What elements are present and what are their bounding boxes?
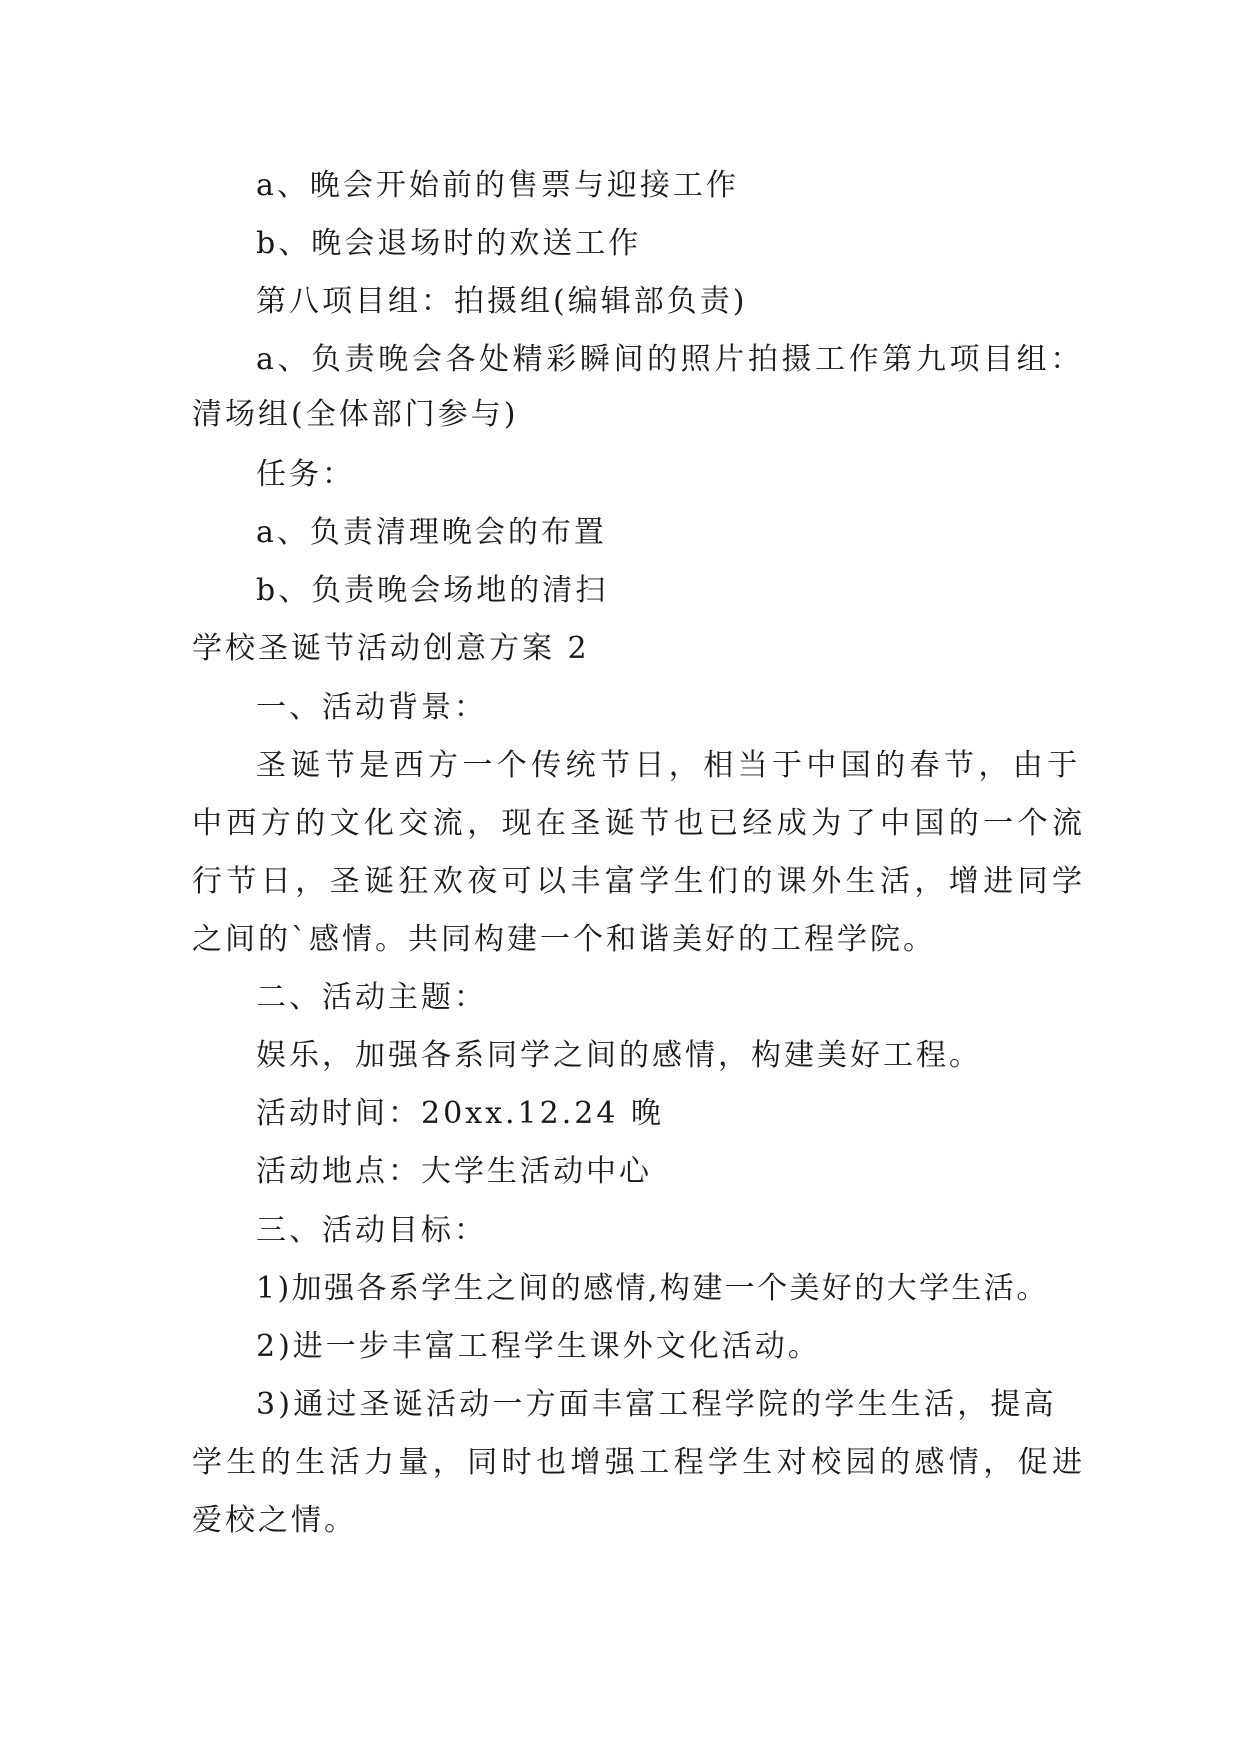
- section-heading-goals: 三、活动目标：: [256, 1213, 487, 1248]
- list-item-cleanup-venue: b、负责晚会场地的清扫: [256, 573, 609, 608]
- paragraph-line: 中西方的文化交流，现在圣诞节也已经成为了中国的一个流: [192, 806, 1087, 841]
- paragraph-line: 行节日，圣诞狂欢夜可以丰富学生们的课外生活，增进同学: [192, 864, 1087, 899]
- paragraph-line: 学生的生活力量，同时也增强工程学生对校园的感情，促进: [192, 1445, 1087, 1480]
- document-title: 学校圣诞节活动创意方案 2: [192, 631, 590, 666]
- event-time: 活动时间：20xx.12.24 晚: [256, 1096, 664, 1131]
- list-item-goal-3: 3)通过圣诞活动一方面丰富工程学院的学生生活，提高: [256, 1387, 1057, 1422]
- event-location: 活动地点：大学生活动中心: [256, 1154, 652, 1189]
- section-heading-group-8: 第八项目组：拍摄组(编辑部负责): [256, 284, 748, 319]
- section-heading-background: 一、活动背景：: [256, 690, 487, 725]
- paragraph-line: 之间的`感情。共同构建一个和谐美好的工程学院。: [192, 922, 936, 957]
- list-item-ticketing: a、晚会开始前的售票与迎接工作: [256, 168, 739, 203]
- paragraph-line: 清场组(全体部门参与): [192, 397, 519, 432]
- task-heading: 任务：: [256, 457, 355, 492]
- paragraph-line: 圣诞节是西方一个传统节日，相当于中国的春节，由于: [256, 748, 1082, 783]
- list-item-goal-2: 2)进一步丰富工程学生课外文化活动。: [256, 1329, 821, 1364]
- section-heading-theme: 二、活动主题：: [256, 980, 487, 1015]
- paragraph-line: 娱乐，加强各系同学之间的感情，构建美好工程。: [256, 1038, 982, 1073]
- list-item-farewell: b、晚会退场时的欢送工作: [256, 226, 642, 261]
- list-item-goal-1: 1)加强各系学生之间的感情,构建一个美好的大学生活。: [256, 1271, 1049, 1306]
- paragraph-line: a、负责晚会各处精彩瞬间的照片拍摄工作第九项目组：: [256, 342, 1084, 377]
- list-item-cleanup-setup: a、负责清理晚会的布置: [256, 515, 607, 550]
- paragraph-line: 爱校之情。: [192, 1503, 357, 1538]
